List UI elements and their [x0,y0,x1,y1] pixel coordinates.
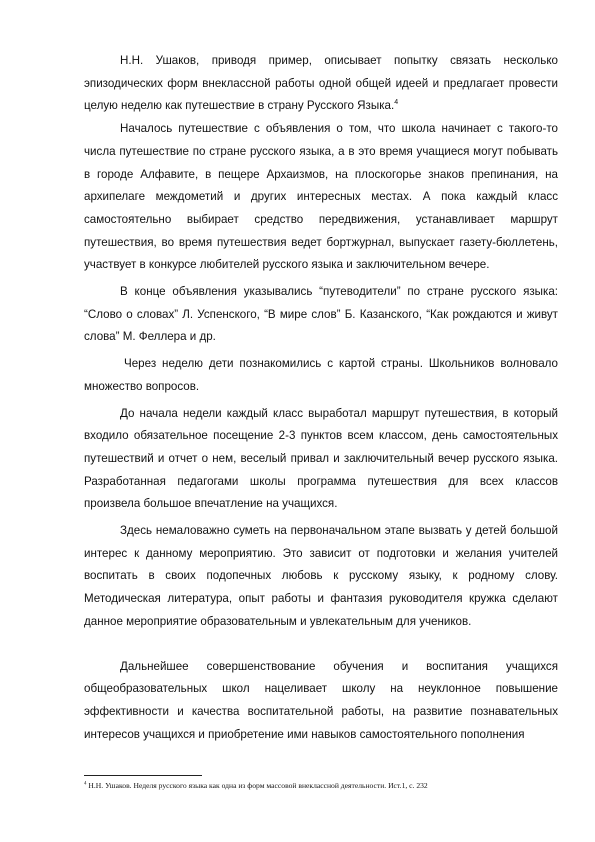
footnote-divider [84,775,202,776]
footnote-ref[interactable]: 4 [394,99,399,107]
footnote-number: 4 [84,781,87,787]
body-text [84,50,558,746]
paragraph-7: Дальнейшее совершенствование обучения и воспитания учащихся общеобразовательных школ нацеливает школу на неуклонное повышение эффективности и качества воспитательной работы, на развитие познавательных интересов учащихся и приобретение ими навыков самостоятельного пополнения [84,659,558,741]
paragraph-3: В конце объявления указывались “путеводители” по стране русского языка: “Слово о словах” Л. Успенского, “В мире слов” Б. Казанского, “Как рождаются и живут слова” М. Феллера и др. [84,285,558,344]
footnote [84,781,558,791]
footnote-text: Н.Н. Ушаков. Неделя русского языка как одна из форм массовой внеклассной деятельности. Ист.1, с. 232 [88,781,428,790]
paragraph-6: Здесь немаловажно суметь на первоначальном этапе вызвать у детей большой интерес к данному мероприятию. Это зависит от подготовки и желания учителей воспитать в своих подопечных любовь к русскому языку, к родному слову. Методическая литература, опыт работы и фантазия руководителя кружка сделают данное мероприятие образовательным и увлекательным для учеников. [84,524,558,628]
paragraph-5: До начала недели каждый класс выработал маршрут путешествия, в который входило обязательное посещение 2-3 пунктов всем классом, день самостоятельных путешествий и отчет о нем, веселый привал и заключительный вечер русского языка. Разработанная педагогами школы программа путешествия для всех классов произвела большое впечатление на учащихся. [84,406,558,511]
paragraph-1 [84,50,558,118]
paragraph-1-text: Н.Н. Ушаков, приводя пример, описывает попытку связать несколько эпизодических форм внеклассной работы одной общей идеей и предлагает провести целую неделю как путешествие в страну Русского Языка. [84,54,558,113]
paragraph-2: Началось путешествие с объявления о том, что школа начинает с такого-то числа путешествие по стране русского языка, а в это время учащиеся могут побывать в городе Алфавите, в пещере Архаизмов, на плоскогорье знаков препинания, на архипелаге междометий и других интересных местах. А пока каждый класс самостоятельно выбирает средство передвижения, устанавливает маршрут путешествия, во время путешествия ведет бортжурнал, выпускает газету-бюллетень, участвует в конкурсе любителей русского языка и заключительном вечере. [84,122,558,272]
paragraph-4: Через неделю дети познакомились с картой страны. Школьников волновало множество вопросов. [84,357,558,393]
